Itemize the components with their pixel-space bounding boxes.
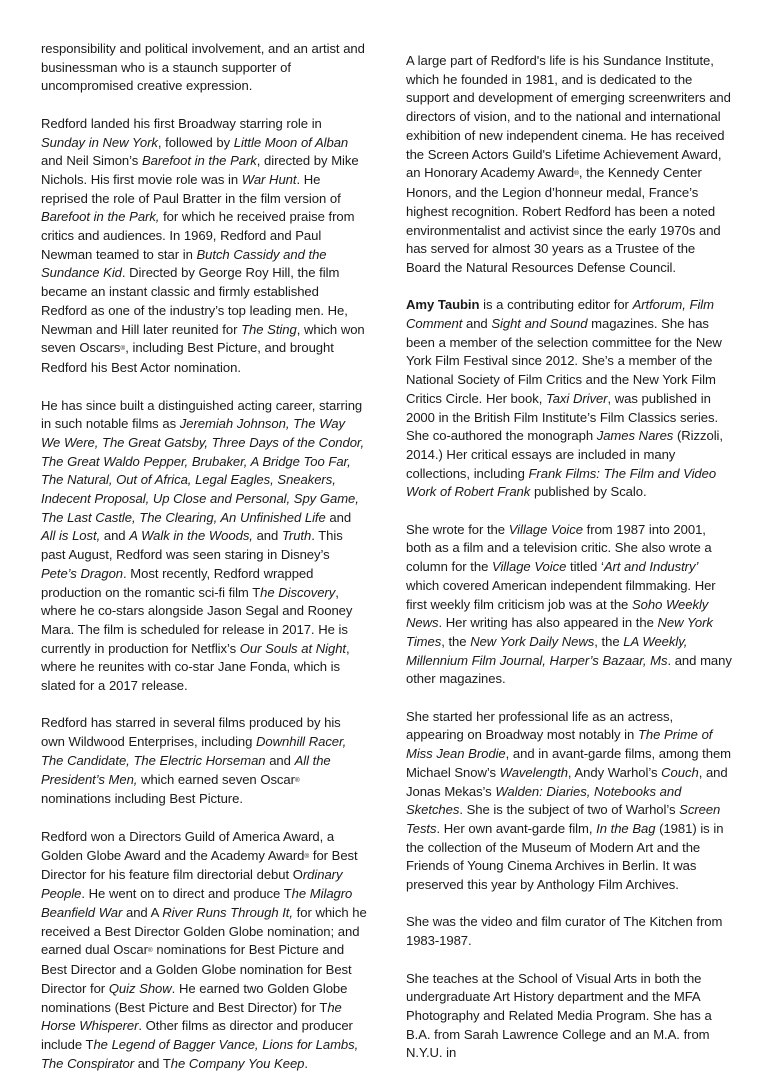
text-run: He has since built a distinguished acting career, starring in such notable films as xyxy=(41,397,363,432)
italic-title: Barefoot in the Park, xyxy=(41,209,160,225)
italic-title: Quiz Show xyxy=(108,980,172,996)
paragraph xyxy=(406,521,732,689)
text-run: (Rizzoli, 2014.) Her critical essays are included in many collections, including xyxy=(406,428,723,481)
italic-title: The Conspirator xyxy=(41,1055,135,1071)
italic-title: rdinary People xyxy=(41,867,343,902)
italic-title: Village Voice xyxy=(492,559,567,575)
right-column xyxy=(406,40,732,1061)
italic-title: Jeremiah Johnson, The Way We Were, The Great Gatsby, Three Days of the Condor, The Great Waldo Pepper, Brubaker, A Bridge Too Far, The Natural, Out of Africa, Legal Eagles, Sneakers, Indecent Proposal, Up Close and Personal, Spy Game, The Last Castle, The Clearing, An Unfinished Life xyxy=(41,416,365,525)
text-run: She started her professional life as an actress, appearing on Broadway most notably in xyxy=(406,708,674,743)
text-run: She teaches at the School of Visual Arts in both the undergraduate Art History department and the MFA Photography and Related Media Program. She has a B.A. from Sarah Lawrence College and an M.A. from N.Y.U. in xyxy=(406,970,712,1061)
text-run: and xyxy=(252,528,282,544)
italic-title: he Discovery xyxy=(260,584,336,600)
italic-title: Screen Tests xyxy=(406,802,721,836)
italic-title: War Hunt xyxy=(241,171,297,187)
text-run: responsibility and political involvement, and an artist and businessman who is a staunch supporter of uncompromised creative expression. xyxy=(41,41,365,94)
italic-title: Little Moon of Alban xyxy=(233,134,349,150)
italic-title: Taxi Driver xyxy=(545,390,608,406)
text-run: . He earned two Golden Globe nominations (Best Picture and Best Director) for T xyxy=(41,980,348,1015)
text-run: Redford landed his first Broadway starring role in xyxy=(41,115,322,131)
text-run: (1981) is in the collection of the Museum of Modern Art and the Friends of Young Cinema Archives in Berlin. It was preserved this year by Anthology Film Archives. xyxy=(406,820,724,893)
left-column xyxy=(41,40,367,1071)
registered-mark-icon: ® xyxy=(147,947,153,955)
text-run: . He went on to direct and produce T xyxy=(81,886,292,902)
text-run: nominations for Best Picture and Best Director and a Golden Globe nomination for Best Director for xyxy=(41,942,352,996)
text-run: and A xyxy=(122,904,163,920)
bold-name: Amy Taubin xyxy=(406,297,480,313)
text-run: Redford won a Directors Guild of America Award, a Golden Globe Award and the Academy Award xyxy=(41,828,335,863)
text-run: . Her own avant-garde film, xyxy=(436,820,597,836)
italic-title: Frank Films: The Film and Video Work of Robert Frank xyxy=(406,465,717,500)
text-run: for Best Director for his feature film directorial debut O xyxy=(41,847,358,883)
text-run: She was the video and film curator of The Kitchen from 1983-1987. xyxy=(406,914,723,949)
text-run: and T xyxy=(134,1055,171,1071)
italic-title: LA Weekly, Millennium Film Journal, Harper’s Bazaar, Ms xyxy=(406,633,688,668)
text-run: , where he co-stars alongside Jason Segal and Rooney Mara. The film is scheduled for release in 2017. He is currently in production for Netflix’s xyxy=(41,584,353,656)
text-run: . This past August, Redford was seen staring in Disney’s xyxy=(41,528,343,563)
paragraph xyxy=(406,970,732,1064)
italic-title: Wavelength xyxy=(499,764,568,780)
text-run: A large part of Redford's life is his Sundance Institute, which he founded in 1981, and is dedicated to the support and development of emerging screenwriters and directors of vision, and to the national and international exhibition of new independent cinema. He has received the Screen Actors Guild's Lifetime Achievement Award, an Honorary Academy Award xyxy=(406,53,731,181)
italic-title: he Legend of Bagger Vance, Lions for Lambs, xyxy=(93,1036,359,1052)
text-run: . Most recently, Redford wrapped production on the romantic sci-fi film T xyxy=(41,565,314,600)
text-run: . She is the subject of two of Warhol’s xyxy=(459,802,680,818)
paragraph xyxy=(41,828,367,1073)
text-run: , where he reunites with co-star Jane Fonda, which is slated for a 2017 release. xyxy=(41,640,350,694)
text-run: , was published in 2000 in the British Film Institute’s Film Classics series. She co-authored the monograph xyxy=(406,390,719,444)
italic-title: New York Daily News xyxy=(470,633,595,649)
italic-title: Pete’s Dragon xyxy=(41,565,124,581)
italic-title: Our Souls at Night xyxy=(239,640,346,656)
italic-title: he Milagro Beanfield War xyxy=(41,886,353,920)
text-run: . Directed by George Roy Hill, the film became an instant classic and firmly established Redford as one of the industry’s top leading men. He, Newman and Hill later reunited for xyxy=(41,265,348,337)
text-run: nominations including Best Picture. xyxy=(41,791,243,807)
text-run: , directed by Mike Nichols. His first movie role was in xyxy=(41,153,359,187)
text-run: . Her writing has also appeared in the xyxy=(438,615,658,631)
text-run: and xyxy=(100,528,130,544)
text-run: and Neil Simon’s xyxy=(41,153,142,169)
paragraph xyxy=(406,296,732,502)
registered-mark-icon: ® xyxy=(294,776,300,784)
italic-title: In the Bag xyxy=(596,820,656,836)
text-run: , including Best Picture, and brought Redford his Best Actor nomination. xyxy=(41,340,334,376)
italic-title: Village Voice xyxy=(508,521,583,537)
paragraph xyxy=(41,40,367,96)
italic-title: Sunday in New York xyxy=(41,134,158,150)
two-column-body xyxy=(41,40,732,1071)
text-run: published by Scalo. xyxy=(530,484,647,500)
italic-title: Soho Weekly News xyxy=(406,596,709,631)
text-run: which earned seven Oscar xyxy=(137,771,295,787)
italic-title: Barefoot in the Park xyxy=(141,153,257,169)
registered-mark-icon: ® xyxy=(120,345,126,353)
text-run: . He reprised the role of Paul Bratter in the film version of xyxy=(41,171,341,206)
text-run: She wrote for the xyxy=(406,521,509,537)
text-run: Redford has starred in several films produced by his own Wildwood Enterprises, including xyxy=(41,715,341,750)
italic-title: All the President’s Men, xyxy=(41,752,331,787)
italic-title: James Nares xyxy=(596,428,674,444)
italic-title: River Runs Through It, xyxy=(162,904,293,920)
italic-title: Walden: Diaries, Notebooks and Sketches xyxy=(406,783,682,818)
text-run: , which won seven Oscars xyxy=(41,321,365,356)
paragraph xyxy=(406,913,732,950)
text-run: magazines. She has been a member of the selection committee for the New York Film Festival since 2012. She’s a member of the National Society of Film Critics and the New York Film Critics Circle. Her book, xyxy=(406,316,722,406)
italic-title: Artforum, Film Comment xyxy=(406,297,714,332)
paragraph xyxy=(406,708,732,895)
registered-mark-icon: ® xyxy=(574,170,579,178)
italic-title: he Company You Keep xyxy=(170,1055,305,1071)
paragraph xyxy=(41,115,367,378)
text-run: and xyxy=(265,752,295,768)
text-run: for which he received praise from critics and audiences. In 1969, Redford and Paul Newman teamed to star in xyxy=(41,209,355,262)
italic-title: A Walk in the Woods, xyxy=(129,528,253,544)
italic-title: All is Lost, xyxy=(41,528,101,544)
text-run: titled ‘ xyxy=(566,559,604,575)
italic-title: Truth xyxy=(281,528,312,544)
text-run: . xyxy=(304,1055,308,1071)
text-run: . Other films as director and producer include T xyxy=(41,1018,353,1052)
text-run: , and Jonas Mekas’s xyxy=(406,764,728,799)
text-run: and xyxy=(462,316,492,332)
italic-title: New York Times xyxy=(406,615,713,649)
text-run: , and in avant-garde films, among them Michael Snow’s xyxy=(406,746,732,780)
text-run: . and many other magazines. xyxy=(406,652,732,687)
paragraph xyxy=(41,714,367,809)
text-run: , Andy Warhol’s xyxy=(567,764,662,780)
italic-title: Couch xyxy=(661,764,699,780)
text-run: , the xyxy=(441,633,471,649)
text-run: , the Kennedy Center Honors, and the Legion d’honneur medal, France’s highest recognition. Robert Redford has been a noted environmentalist and activist since the early 1970s and has served for almost 30 years as a Trustee of the Board the Natural Resources Defense Council. xyxy=(406,165,721,275)
italic-title: The Prime of Miss Jean Brodie xyxy=(406,727,713,762)
text-run: is a contributing editor for xyxy=(479,297,633,313)
italic-title: Sight and Sound xyxy=(491,316,588,332)
text-run: which covered American independent filmmaking. Her first weekly film criticism job was at the xyxy=(406,577,716,612)
italic-title: Art and Industry’ xyxy=(603,559,699,575)
text-run: , followed by xyxy=(157,134,234,150)
italic-title: The Sting xyxy=(241,321,297,337)
text-run: and xyxy=(325,509,352,525)
text-run: from 1987 into 2001, both as a film and a television critic. She also wrote a column for the xyxy=(406,521,712,575)
italic-title: Butch Cassidy and the Sundance Kid xyxy=(41,246,327,281)
text-run: for which he received a Best Director Golden Globe nomination; and earned dual Oscar xyxy=(41,904,367,958)
italic-title: Downhill Racer, The Candidate, The Electric Horseman xyxy=(41,734,347,768)
text-run: , the xyxy=(594,633,624,649)
paragraph xyxy=(41,397,367,696)
paragraph xyxy=(406,52,732,278)
italic-title: he Horse Whisperer xyxy=(41,999,342,1034)
registered-mark-icon: ® xyxy=(304,852,310,860)
